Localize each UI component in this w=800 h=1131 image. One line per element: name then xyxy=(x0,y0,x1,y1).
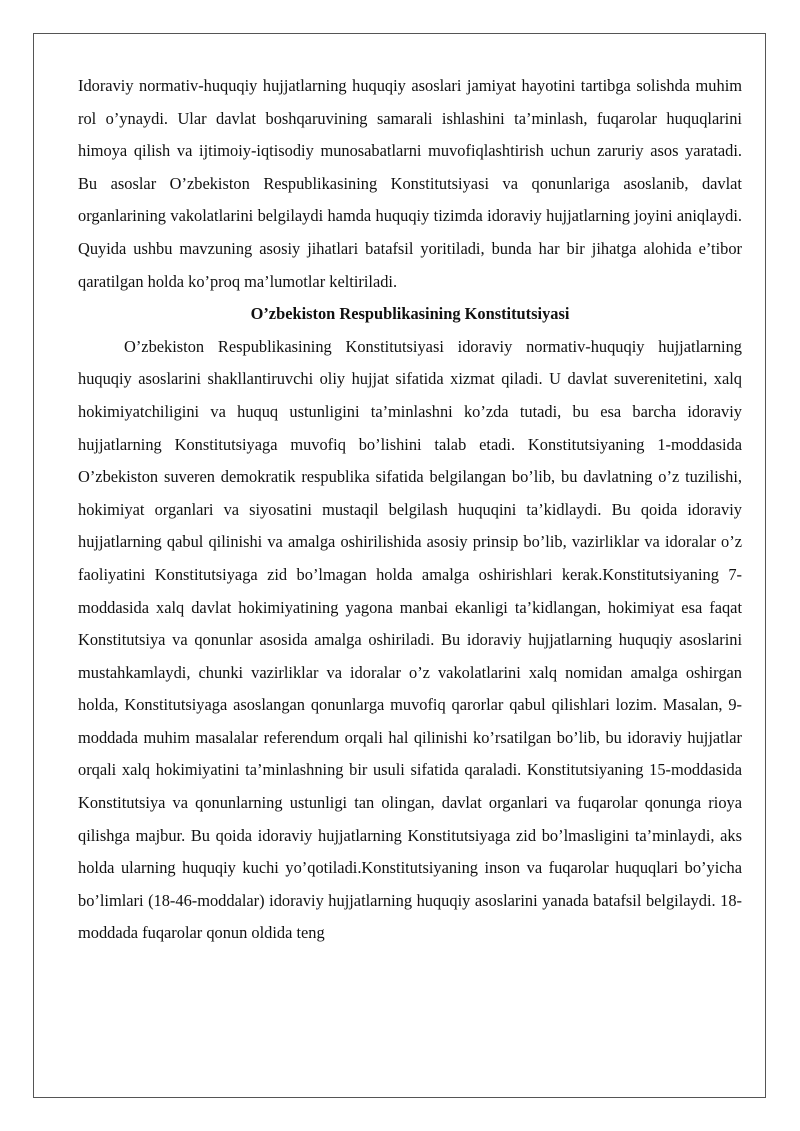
section-heading: O’zbekiston Respublikasining Konstitutsiyasi xyxy=(250,304,570,324)
section-paragraph: O’zbekiston Respublikasining Konstitutsiyasi idoraviy normativ-huquqiy hujjatlarning huquqiy asoslarini shakllantiruvchi oliy hujjat sifatida xizmat qiladi. U davlat suverenitetini, xalq hokimiyatchiligini va huquq ustunligini ta’minlashni ko’zda tutadi, bu esa barcha idoraviy hujjatlarning Konstitutsiyaga muvofiq bo’lishini talab etadi. Konstitutsiyaning 1-moddasida O’zbekiston suveren demokratik respublika sifatida belgilangan bo’lib, bu davlatning o’z tuzilishi, hokimiyat organlari va siyosatini mustaqil belgilash huquqini ta’kidlaydi. Bu qoida idoraviy hujjatlarning qabul qilinishi va amalga oshirilishida asosiy prinsip bo’lib, vazirliklar va idoralar o’z faoliyatini Konstitutsiyaga zid bo’lmagan holda amalga oshirishlari kerak.Konstitutsiyaning 7-moddasida xalq davlat hokimiyatining yagona manbai ekanligi ta’kidlangan, hokimiyat esa faqat Konstitutsiya va qonunlar asosida amalga oshiriladi. Bu idoraviy hujjatlarning huquqiy asoslarini mustahkamlaydi, chunki vazirliklar va idoralar o’z vakolatlarini xalq nomidan amalga oshirgan holda, Konstitutsiyaga asoslangan qonunlarga muvofiq qarorlar qabul qilishlari lozim. Masalan, 9-moddada muhim masalalar referendum orqali hal qilinishi ko’rsatilgan bo’lib, bu idoraviy hujjatlar orqali xalq hokimiyatini ta’minlashning bir usuli sifatida qaraladi. Konstitutsiyaning 15-moddasida Konstitutsiya va qonunlarning ustunligi tan olingan, davlat organlari va fuqarolar qonunga rioya qilishga majbur. Bu qoida idoraviy hujjatlarning Konstitutsiyaga zid bo’lmasligini ta’minlaydi, aks holda ularning huquqiy kuchi yo’qotiladi.Konstitutsiyaning inson va fuqarolar huquqlari bo’yicha bo’limlari (18-46-moddalar) idoraviy hujjatlarning huquqiy asoslarini yanada batafsil belgilaydi. 18-moddada fuqarolar qonun oldida teng xyxy=(78,336,742,943)
document-body xyxy=(78,70,742,950)
intro-paragraph: Idoraviy normativ-huquqiy hujjatlarning huquqiy asoslari jamiyat hayotini tartibga solishda muhim rol o’ynaydi. Ular davlat boshqaruvining samarali ishlashini ta’minlash, fuqarolar huquqlarini himoya qilish va ijtimoiy-iqtisodiy munosabatlarni muvofiqlashtirish uchun zaruriy asos yaratadi. Bu asoslar O’zbekiston Respublikasining Konstitutsiyasi va qonunlariga asoslanib, davlat organlarining vakolatlarini belgilaydi hamda huquqiy tizimda idoraviy hujjatlarning joyini aniqlaydi. Quyida ushbu mavzuning asosiy jihatlari batafsil yoritiladi, bunda har bir jihatga alohida e’tibor qaratilgan holda ko’proq ma’lumotlar keltiriladi. xyxy=(78,76,742,291)
